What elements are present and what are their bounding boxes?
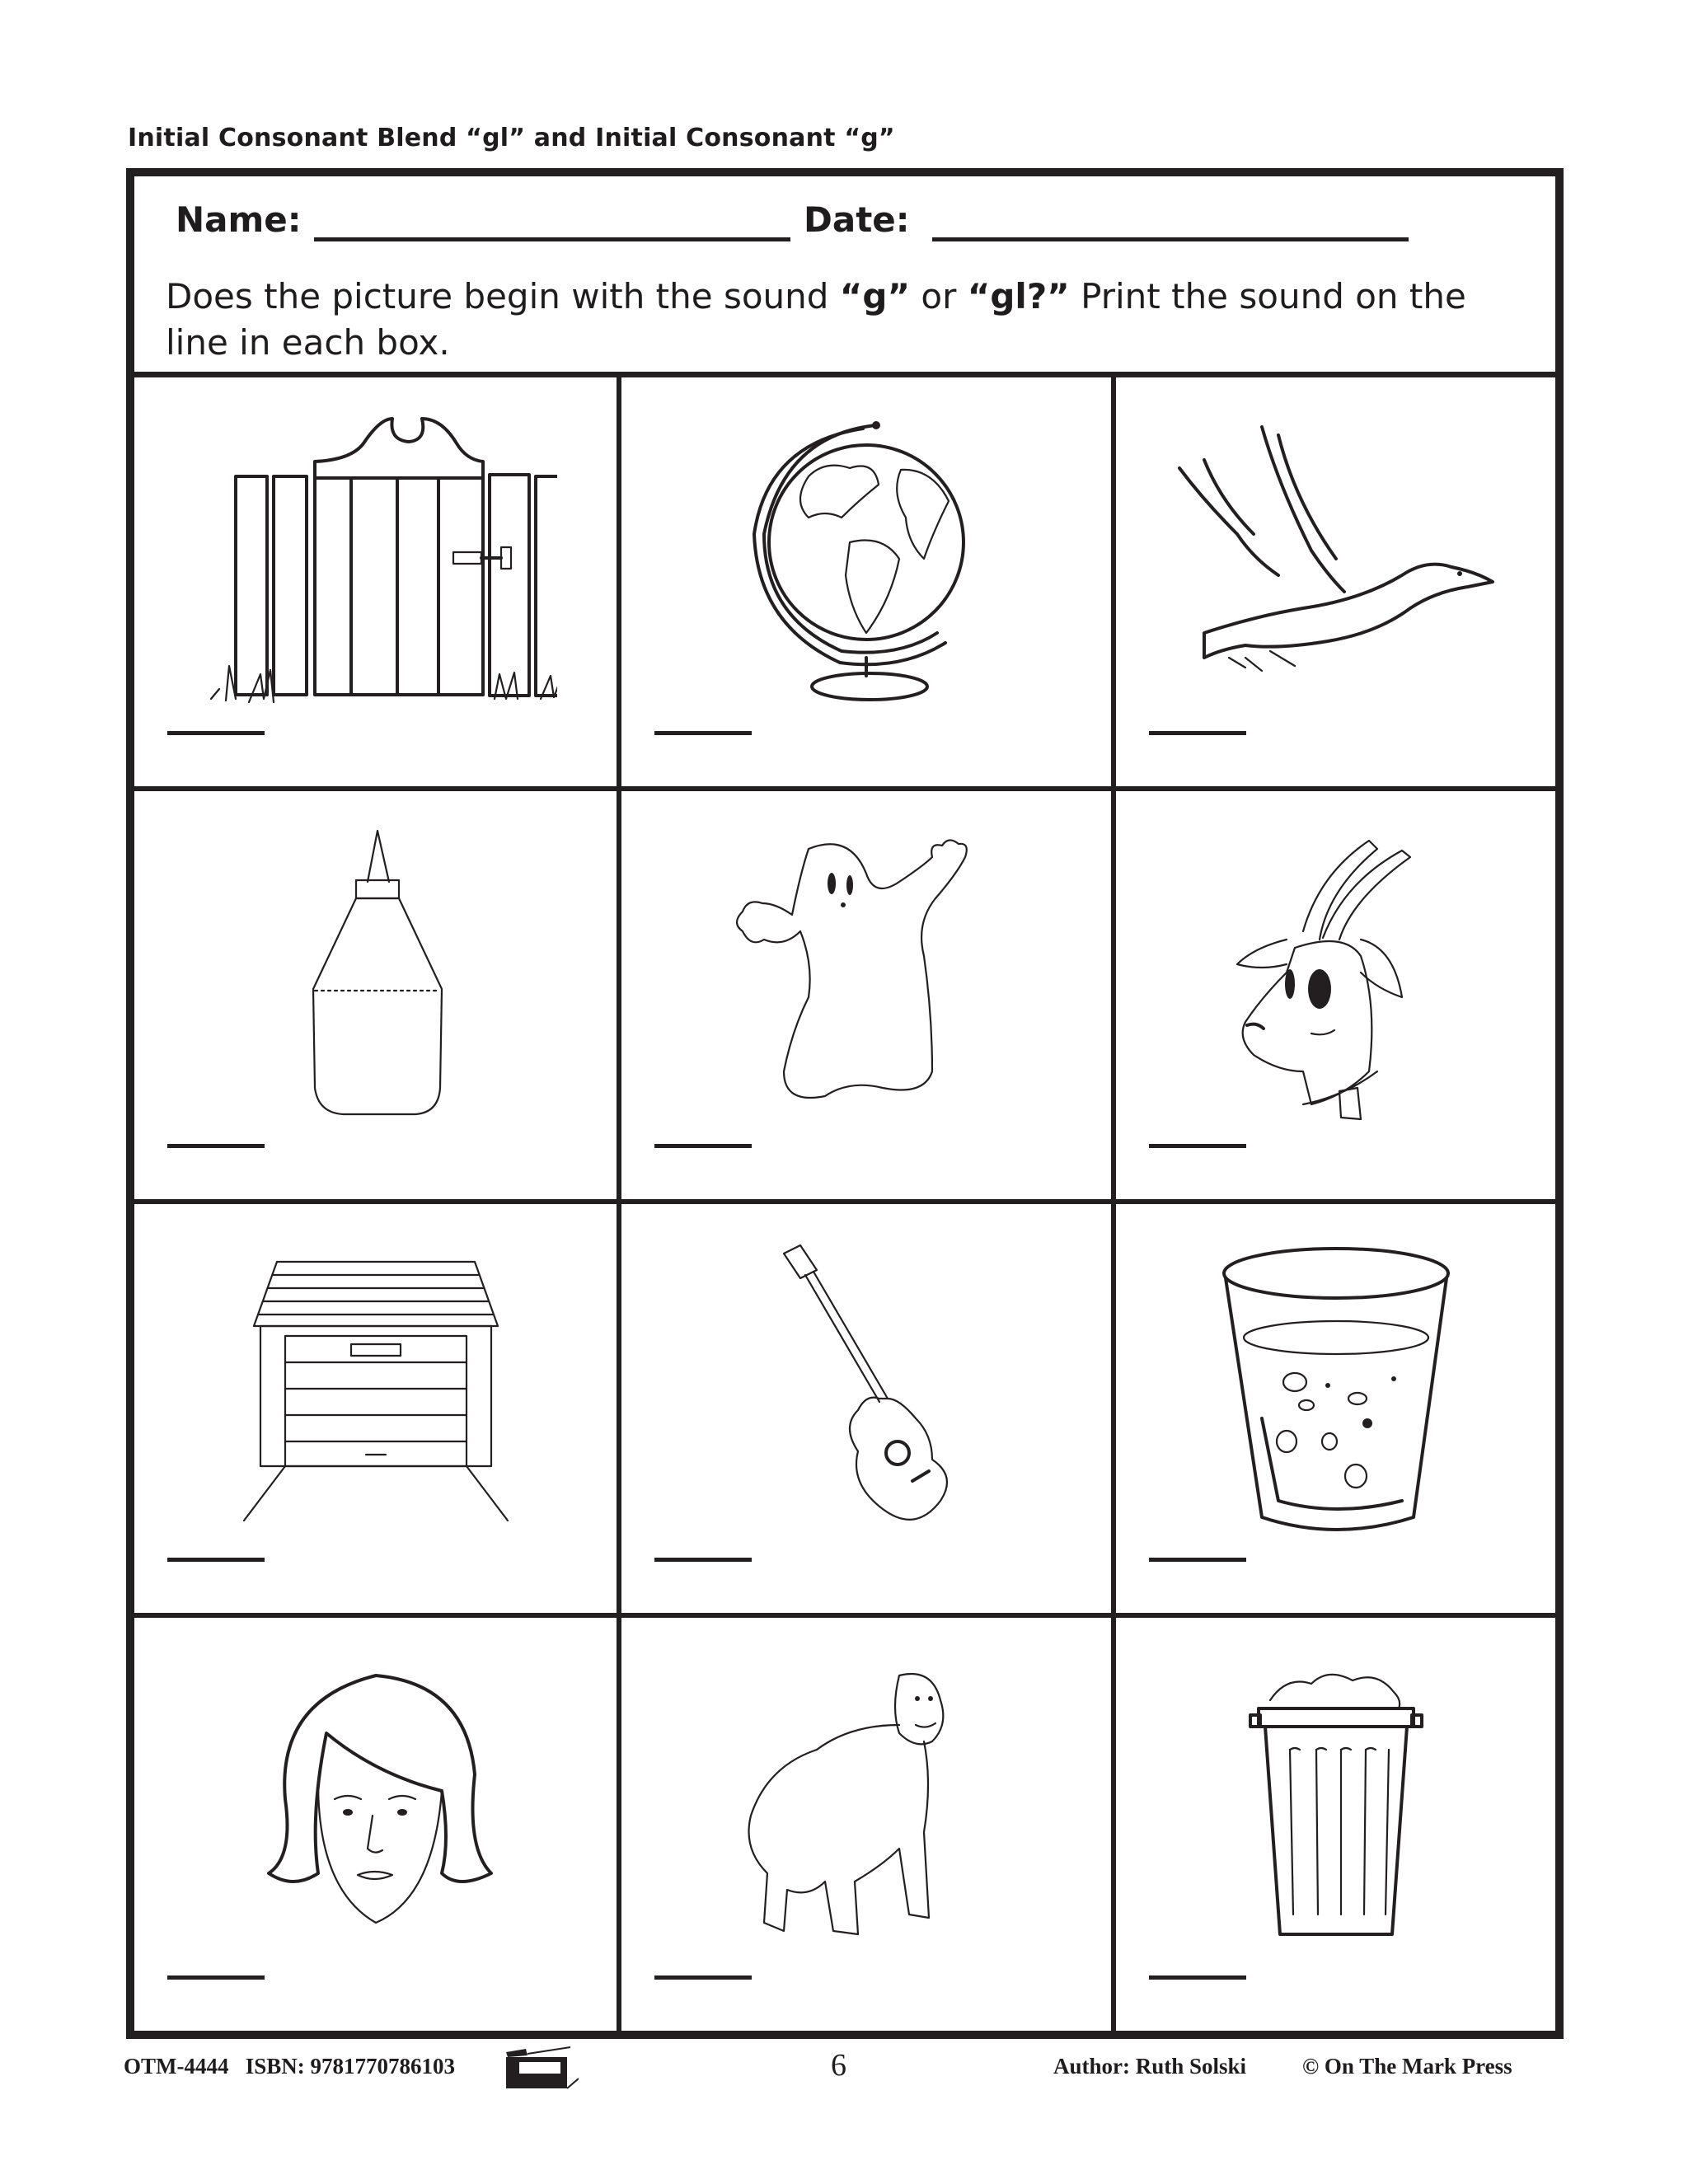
glass-picture: [1155, 1237, 1517, 1534]
isbn: ISBN: 9781770786103: [245, 2054, 456, 2079]
worksheet-frame: [126, 168, 1564, 2039]
cell-girl: [134, 1618, 621, 2032]
goose-icon: [1155, 410, 1517, 707]
cell-garage: [134, 1204, 621, 1618]
answer-line-garage[interactable]: [167, 1558, 265, 1562]
gate-icon: [195, 410, 557, 707]
date-field[interactable]: [932, 237, 1409, 241]
name-field[interactable]: [314, 237, 790, 241]
goose-picture: [1155, 410, 1517, 707]
cell-guitar: [621, 1204, 1116, 1618]
answer-line-guitar[interactable]: [654, 1558, 752, 1562]
guitar-picture: [685, 1237, 1048, 1534]
answer-line-gate[interactable]: [167, 731, 265, 735]
answer-line-glass[interactable]: [1149, 1558, 1246, 1562]
garage-picture: [195, 1237, 557, 1534]
gate-picture: [195, 410, 557, 707]
goat-icon: [1155, 824, 1517, 1121]
garbage-can-picture: [1155, 1651, 1517, 1947]
girl-picture: [195, 1651, 557, 1947]
ghost-picture: [685, 824, 1048, 1121]
footer-code-isbn: [124, 2054, 455, 2079]
instructions: [166, 274, 1517, 366]
worksheet-header: [134, 176, 1555, 377]
answer-line-garbage-can[interactable]: [1149, 1975, 1246, 1980]
cell-ghost: [621, 791, 1116, 1205]
glue-bottle-icon: [195, 824, 557, 1121]
gorilla-icon: [685, 1651, 1048, 1947]
date-label: Date:: [804, 199, 910, 240]
answer-line-glue[interactable]: [167, 1144, 265, 1148]
picture-grid: [134, 377, 1555, 2031]
answer-line-goose[interactable]: [1149, 731, 1246, 735]
answer-line-goat[interactable]: [1149, 1144, 1246, 1148]
cell-goat: [1116, 791, 1555, 1205]
instructions-text: or: [910, 276, 968, 316]
garage-icon: [195, 1237, 557, 1534]
answer-line-gorilla[interactable]: [654, 1975, 752, 1980]
cell-gate: [134, 377, 621, 791]
cell-garbage-can: [1116, 1618, 1555, 2032]
glue-picture: [195, 824, 557, 1121]
globe-icon: [685, 410, 1048, 707]
garbage-can-icon: [1155, 1651, 1517, 1947]
guitar-icon: [685, 1237, 1048, 1534]
cell-globe: [621, 377, 1116, 791]
sound-gl: “gl?”: [967, 276, 1070, 316]
sound-g: “g”: [839, 276, 911, 316]
cell-gorilla: [621, 1618, 1116, 2032]
cell-goose: [1116, 377, 1555, 791]
gorilla-picture: [685, 1651, 1048, 1947]
author: Author: Ruth Solski: [1053, 2054, 1247, 2079]
girl-face-icon: [195, 1651, 557, 1947]
page-heading: Initial Consonant Blend “gl” and Initial Consonant “g”: [128, 124, 895, 152]
answer-line-ghost[interactable]: [654, 1144, 752, 1148]
answer-line-globe[interactable]: [654, 731, 752, 735]
publisher: © On The Mark Press: [1302, 2054, 1512, 2079]
answer-line-girl[interactable]: [167, 1975, 265, 1980]
instructions-text: Does the picture begin with the sound: [166, 276, 840, 316]
instructions-text: Print the sound on the line in each box.: [166, 276, 1466, 363]
photocopier-icon: [504, 2046, 579, 2091]
product-code: OTM-4444: [124, 2054, 229, 2079]
cell-glue: [134, 791, 621, 1205]
glass-icon: [1155, 1237, 1517, 1534]
cell-glass: [1116, 1204, 1555, 1618]
goat-picture: [1155, 824, 1517, 1121]
page-number: 6: [831, 2048, 846, 2083]
ghost-icon: [685, 824, 1048, 1121]
page-footer: [124, 2046, 1566, 2095]
globe-picture: [685, 410, 1048, 707]
name-label: Name:: [176, 199, 302, 240]
